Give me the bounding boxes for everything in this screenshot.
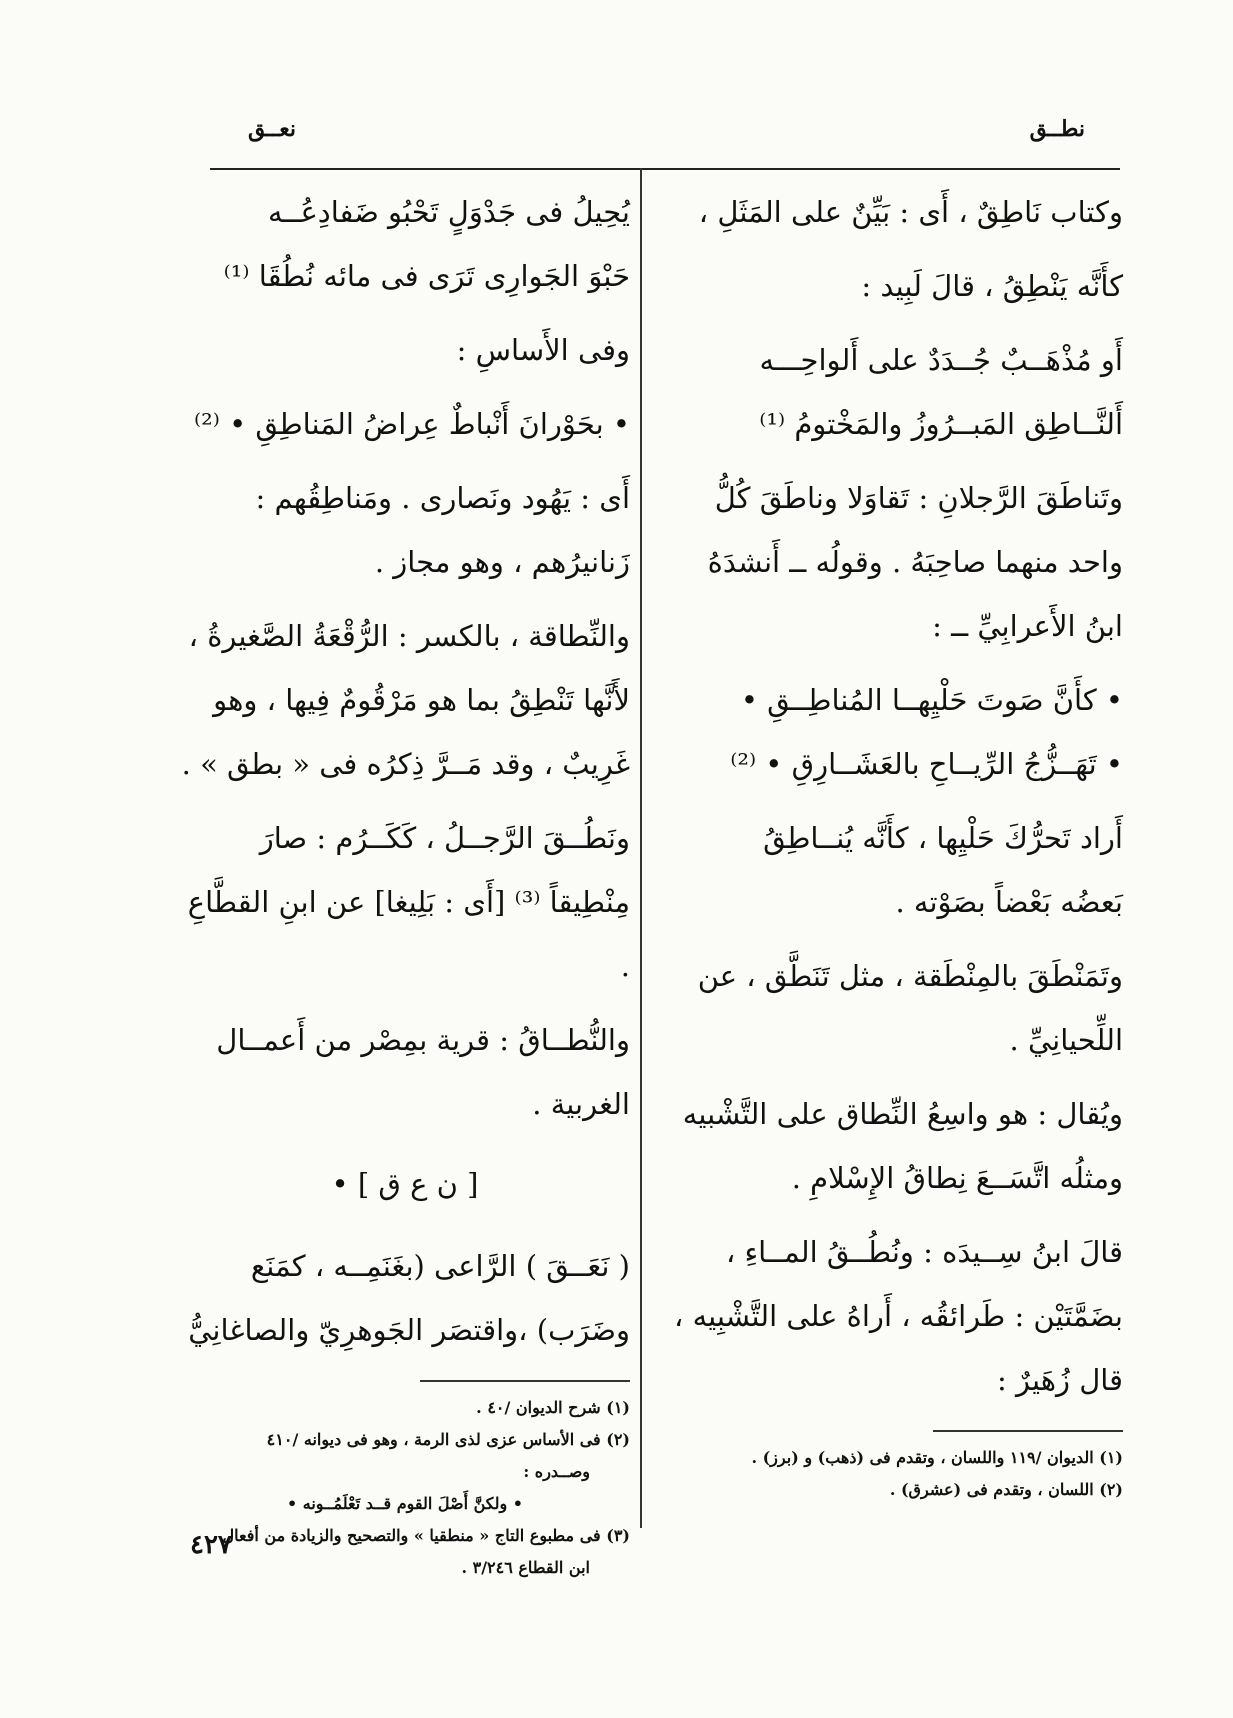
text-line: لأَنَّها تَنْطِقُ بما هو مَرْقُومٌ فِيها ، وهو xyxy=(213,683,630,717)
footnote: (٢) اللسان ، وتقدم فى (عشرق) . xyxy=(889,1480,1123,1499)
text-line: مِنْطِيقاً ⁽³⁾ [أَى : بَلِيغا] عن ابنِ القطَّاعِ . xyxy=(187,885,630,983)
header-rule xyxy=(210,168,1120,170)
page-number: ٤٢٧ xyxy=(190,1530,232,1560)
footnote-verse: • ولكنَّ أَصْلَ القوم قــد تَعْلَمُــونه • xyxy=(286,1494,524,1513)
verse-line: أَلنَّــاطِق المَبــرُوزُ والمَخْتومُ ⁽¹⁾ xyxy=(759,407,1123,441)
verse-line: • تَهَــزُّجُ الرِّيــاحِ بالعَشَــارِقِ • ⁽²⁾ xyxy=(730,747,1123,781)
text-line: ونَطُــقَ الرَّجــلُ ، كَكَــرُم : صارَ xyxy=(259,821,630,855)
text-line: أَراد تَحرُّكَ حَلْيِها ، كأَنَّه يُنــاطِقُ xyxy=(763,821,1123,855)
right-column xyxy=(668,180,1123,1506)
text-line: قالَ ابنُ سِــيدَه : ونُطُــقُ المــاءِ ، xyxy=(725,1235,1123,1269)
text-line: اللِّحيانِيِّ . xyxy=(1009,1023,1123,1057)
left-column xyxy=(180,180,630,1584)
footnote: ابن القطاع ٣/٢٤٦ . xyxy=(461,1558,590,1577)
header-keyword-left: نعــق xyxy=(248,116,296,142)
text-line: زَنانيرُهم ، وهو مجاز . xyxy=(374,545,630,579)
footnote: (٢) فى الأساس عزى لذى الرمة ، وهو فى ديوانه /٤١٠ xyxy=(266,1430,630,1449)
verse-line: حَبْوَ الجَوارِى تَرَى فى مائه نُطُقَا ⁽¹⁾ xyxy=(223,259,630,293)
text-line: وتَمَنْطَقَ بالمِنْطَقة ، مثل تَنَطَّق ، عن xyxy=(697,959,1123,993)
footnote-rule xyxy=(420,1380,630,1382)
text-line: وضَرَب) ،واقتصَر الجَوهرِيّ والصاغانِيُّ xyxy=(188,1313,630,1347)
verse-line: يُحِيلُ فى جَدْوَلٍ تَحْبُو ضَفادِعُــه xyxy=(267,195,630,229)
column-divider xyxy=(640,168,642,1528)
text-line: ( نَعَــقَ ) الرَّاعى (بغَنَمِــه ، كمَنَع xyxy=(250,1249,630,1283)
text-line: غَرِيبٌ ، وقد مَــرَّ ذِكرُه فى « بطق » . xyxy=(181,747,630,781)
verse-line: • بحَوْرانَ أَنْباطٌ عِراضُ المَناطِقِ • ⁽²⁾ xyxy=(193,407,630,441)
text-line: والنُّطــاقُ : قرية بمِصْر من أَعمــال xyxy=(216,1023,630,1057)
text-line: قال زُهَيرٌ : xyxy=(996,1363,1123,1397)
text-line: وتَناطَقَ الرَّجلانِ : تَقاوَلا وناطَقَ كُلُّ xyxy=(714,481,1123,515)
entry-heading: [ ن ع ق ] • xyxy=(331,1167,479,1201)
text-line: أَى : يَهُود ونَصارى . ومَناطِقُهم : xyxy=(255,481,630,515)
footnote: (١) الديوان /١١٩ واللسان ، وتقدم فى (ذهب) و (برز) . xyxy=(751,1448,1123,1467)
text-line: واحد منهما صاحِبَهُ . وقولُه ــ أَنشدَهُ xyxy=(707,545,1123,579)
text-line: الغربية . xyxy=(532,1087,630,1121)
text-line: ابنُ الأَعرابِيِّ ــ : xyxy=(932,609,1123,643)
footnote: وصــدره : xyxy=(523,1462,590,1481)
verse-line: • كأَنَّ صَوتَ حَلْيِهــا المُناطِــقِ • xyxy=(740,683,1123,717)
footnote: (٣) فى مطبوع التاج « منطقيا » والتصحيح والزيادة من أفعال xyxy=(222,1526,630,1545)
footnote: (١) شرح الديوان /٤٠ . xyxy=(476,1398,630,1417)
verse-line: أَو مُذْهَــبٌ جُــدَدٌ على أَلواحِـــه xyxy=(759,343,1123,377)
footnote-rule xyxy=(933,1430,1123,1432)
text-line: ومثلُه اتَّسَــعَ نِطاقُ الإِسْلامِ . xyxy=(791,1161,1123,1195)
text-line: وفى الأَساسِ : xyxy=(456,333,630,367)
text-line: كأَنَّه يَنْطِقُ ، قالَ لَبِيد : xyxy=(861,269,1123,303)
text-line: ويُقال : هو واسِعُ النِّطاق على التَّشْبيه xyxy=(682,1097,1123,1131)
text-line: وكتاب نَاطِقٌ ، أَى : بَيِّنٌ على المَثَلِ ، xyxy=(698,195,1123,229)
header-keyword-right: نطــق xyxy=(1029,116,1085,142)
text-line: بَعضُه بَعْضاً بصَوْته . xyxy=(895,885,1123,919)
text-line: والنِّطاقة ، بالكسر : الرُّقْعَةُ الصَّغيرةُ ، xyxy=(188,619,630,653)
text-line: بضَمَّتَيْن : طَرائقُه ، أَراهُ على التَّشْبِيه ، xyxy=(674,1299,1123,1333)
